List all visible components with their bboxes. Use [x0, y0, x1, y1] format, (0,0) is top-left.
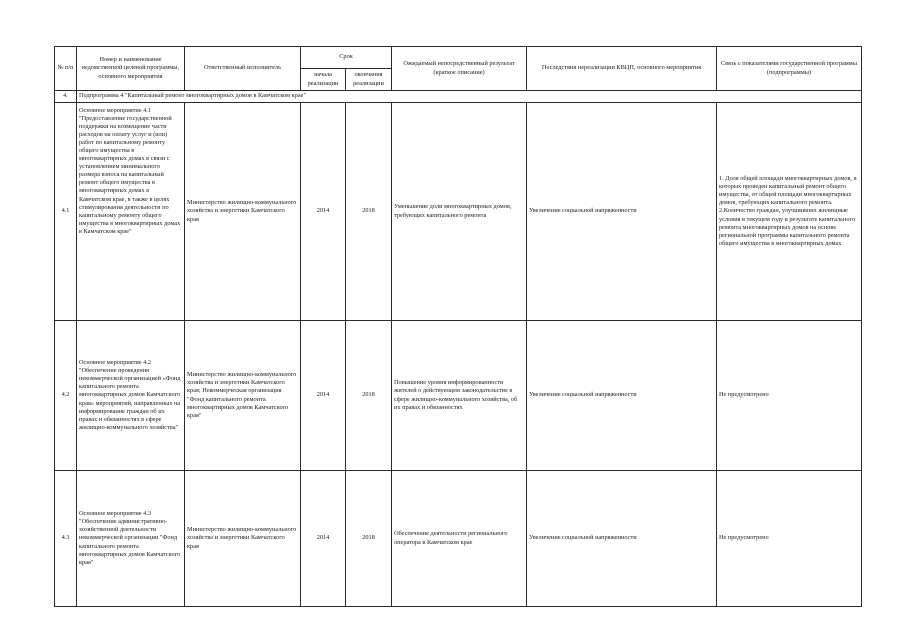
subprogram-row: [55, 91, 862, 103]
row-consequences: Увеличение социальной напряженности: [527, 471, 717, 607]
row-expected: Обеспечение деятельности регионального оператора в Камчатском крае: [392, 471, 527, 607]
row-executor: Министерство жилищно-коммунального хозяйства и энергетики Камчатского края; Некоммерческая организация "Фонд капитального ремонта многоквартирных домов Камчатского края": [185, 321, 301, 471]
subprogram-title: Подпрограмма 4 "Капитальный ремонт многоквартирных домов в Камчатском крае": [77, 91, 862, 103]
header-term-end: окончания реализации: [346, 69, 392, 91]
table-row: [55, 321, 862, 471]
row-expected: Уменьшение доли многоквартирных домов, требующих капитального ремонта: [392, 103, 527, 321]
row-expected: Повышение уровня информированности жителей о действующем законодательстве в сфере жилищно-коммунального хозяйства, об их правах и обязанностях: [392, 321, 527, 471]
program-table: [54, 46, 862, 607]
header-name: Номер и наименование ведомственной целевой программы, основного мероприятия: [77, 47, 185, 91]
header-executor: Ответственный исполнитель: [185, 47, 301, 91]
row-link: 1. Доля общей площади многоквартирных домов, в которых проведен капитальный ремонт общего имущества, от общей площади многоквартирных домов, требующих капитального ремонта. 2.Количество граждан, улучшивших жилищные условия в текущем году в результате капитального ремонта многоквартирных домов на основе региональной программы капитального ремонта общего имущества в многоквартирных домах: [717, 103, 862, 321]
header-term: Срок: [301, 47, 392, 69]
row-end: 2018: [346, 321, 392, 471]
row-start: 2014: [301, 471, 346, 607]
table-row: [55, 471, 862, 607]
row-end: 2018: [346, 103, 392, 321]
row-num: 4.2: [55, 321, 77, 471]
row-num: 4.3: [55, 471, 77, 607]
row-name: Основное мероприятие 4.1 "Предоставление государственной поддержки на возмещение части расходов на оплату услуг и (или) работ по капитальному ремонту общего имущества в многоквартирных домах в связи с установлением минимального размера взноса на капитальный ремонт общего имущества в многоквартирных домах в Камчатском крае, в также в целях стимулирования деятельности по капитальному ремонту общего имущества в многоквартирных домах в Камчатском крае": [77, 103, 185, 321]
header-consequences: Последствия нереализации КВЦП, основного мероприятия: [527, 47, 717, 91]
row-link: Не предусмотрено: [717, 321, 862, 471]
header-row: [55, 47, 862, 69]
row-executor: Министерство жилищно-коммунального хозяйства и энергетики Камчатского края: [185, 103, 301, 321]
row-executor: Министерство жилищно-коммунального хозяйства и энергетики Камчатского края: [185, 471, 301, 607]
subprogram-num: 4.: [55, 91, 77, 103]
row-consequences: Увеличение социальной напряженности: [527, 321, 717, 471]
row-consequences: Увеличение социальной напряженности: [527, 103, 717, 321]
header-num: № п/п: [55, 47, 77, 91]
header-expected: Ожидаемый непосредственный результат (краткое описание): [392, 47, 527, 91]
row-name: Основное мероприятие 4.2 "Обеспечение проведения некоммерческой организацией «Фонд капитального ремонта многоквартирных домов Камчатского края» мероприятий, направленных на информирование граждан об их правах и обязанностях в сфере жилищно-коммунального хозяйства": [77, 321, 185, 471]
row-name: Основное мероприятие 4.3 "Обеспечение административно-хозяйственной деятельности некоммерческой организации "Фонд капитального ремонта многоквартирных домов Камчатского края": [77, 471, 185, 607]
row-link: Не предусмотрено: [717, 471, 862, 607]
row-start: 2014: [301, 321, 346, 471]
row-start: 2014: [301, 103, 346, 321]
row-end: 2018: [346, 471, 392, 607]
header-term-start: начала реализации: [301, 69, 346, 91]
row-num: 4.1: [55, 103, 77, 321]
header-link: Связь с показателями государственной программы (подпрограммы): [717, 47, 862, 91]
table-row: [55, 103, 862, 321]
